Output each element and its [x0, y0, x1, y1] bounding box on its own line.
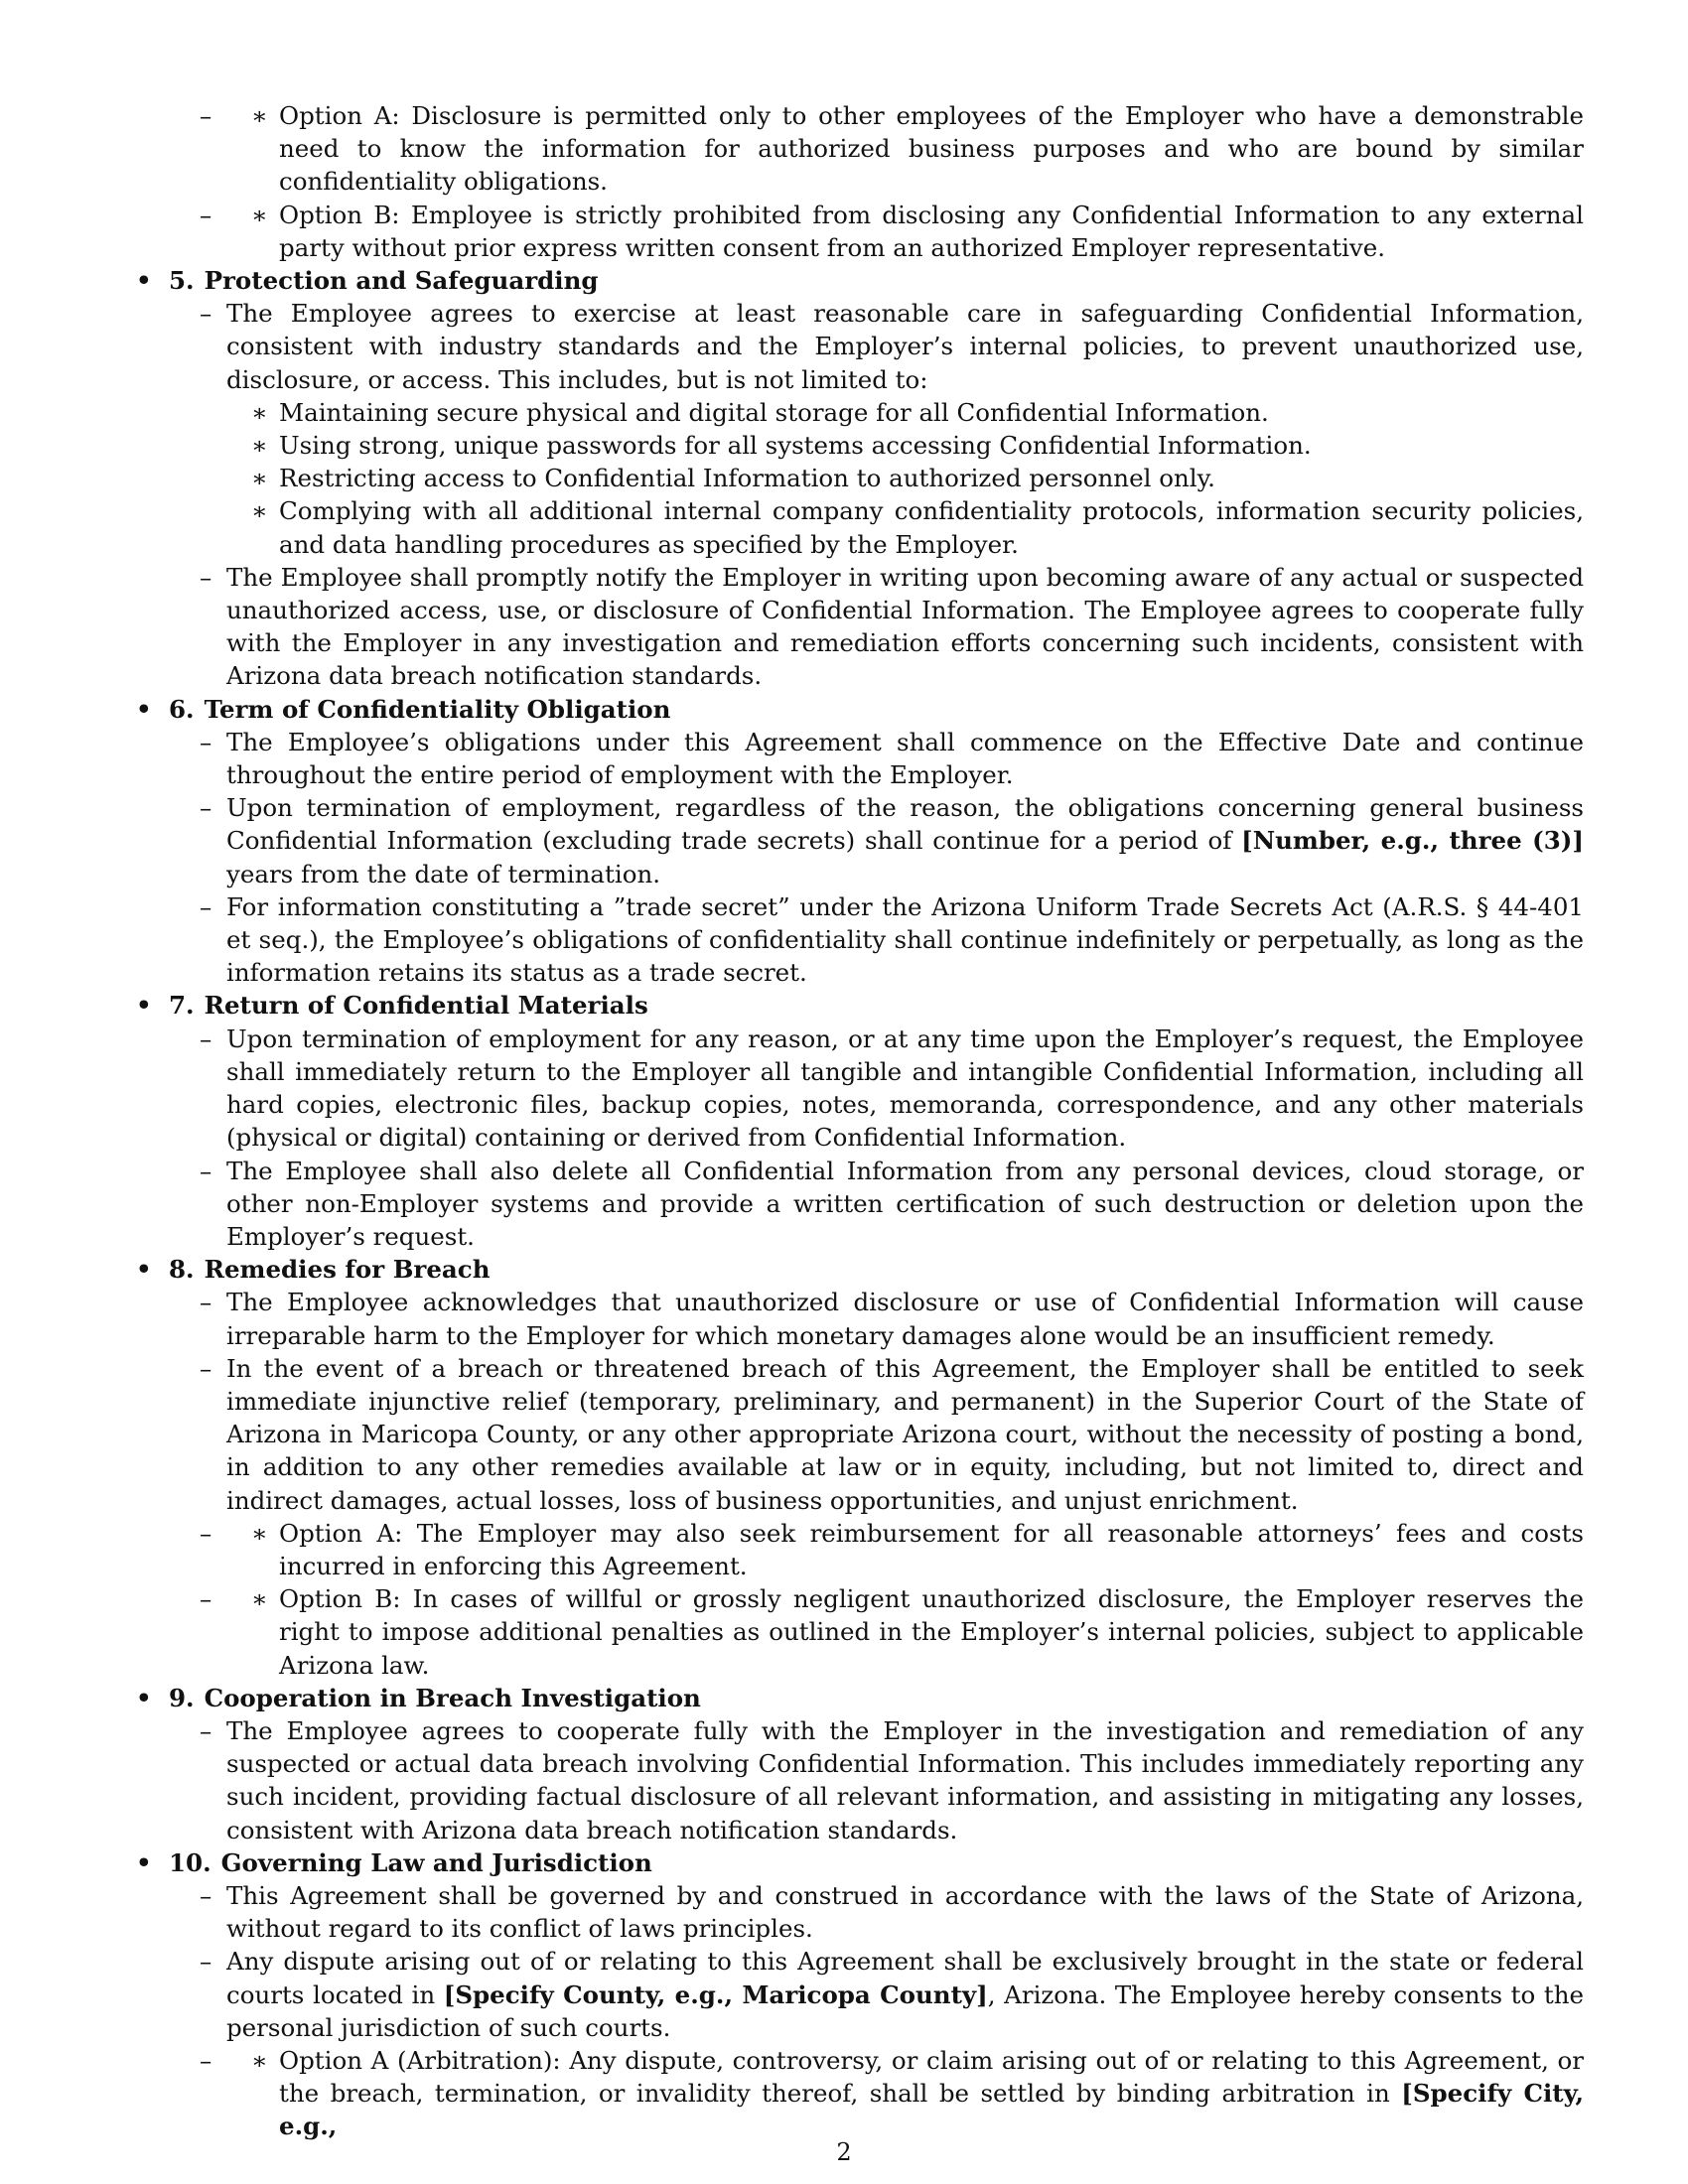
section-6-paragraph-3: – For information constituting a ”trade secret” under the Arizona Uniform Trade Secrets Act (A.R.S. § 44-401 et seq.), the Employee’s obligations of confidentiality shall continue indefinitely or perpetually, as long as the information retains its status as a trade secret. — [134, 890, 1584, 990]
section-8-paragraph-1: – The Employee acknowledges that unauthorized disclosure or use of Confidential Information will cause irreparable harm to the Employer for which monetary damages alone would be an insufficient remedy. — [134, 1286, 1584, 1351]
section-7-title: Return of Confidential Materials — [204, 991, 648, 1021]
section-10-option-a — [134, 2044, 1584, 2143]
section-6-heading — [134, 693, 1584, 726]
section-10-paragraph-2-tail: , Arizona. The Employee hereby consents to the personal jurisdiction of such courts. — [226, 1979, 1584, 2042]
section-5-subitem-2: ∗ Using strong, unique passwords for all systems accessing Confidential Information. — [134, 429, 1584, 462]
document-page — [134, 99, 1584, 2143]
section-5-number: 5. — [169, 266, 195, 296]
section-6-number: 6. — [169, 694, 195, 724]
section-8-title: Remedies for Breach — [204, 1255, 491, 1285]
section-10-option-a-text: Option A (Arbitration): Any dispute, controversy, or claim arising out of or relating to this Agreement, or the breach, termination, or invalidity thereof, shall be settled by binding arbitration in — [279, 2045, 1584, 2109]
section-7-number: 7. — [169, 991, 195, 1021]
section-8-option-b: – Option B: In cases of willful or grossly negligent unauthorized disclosure, the Employer reserves the right to impose additional penalties as outlined in the Employer’s internal policies, subject to applicable Arizona law. ∗ — [134, 1582, 1584, 1682]
section-7-paragraph-1: – Upon termination of employment for any reason, or at any time upon the Employer’s request, the Employee shall immediately return to the Employer all tangible and intangible Confidential Information, including all hard copies, electronic files, backup copies, notes, memoranda, correspondence, and any other materials (physical or digital) containing or derived from Confidential Information. — [134, 1023, 1584, 1155]
section-10-paragraph-2 — [134, 1945, 1584, 2044]
section-10-title: Governing Law and Jurisdiction — [220, 1847, 652, 1877]
section-9-paragraph-1: – The Employee agrees to cooperate fully with the Employer in the investigation and remediation of any suspected or actual data breach involving Confidential Information. This includes immediately reporting any such incident, providing factual disclosure of all relevant information, and assisting in mitigating any losses, consistent with Arizona data breach notification standards. — [134, 1714, 1584, 1846]
section-5-subitem-1: ∗ Maintaining secure physical and digital storage for all Confidential Information. — [134, 396, 1584, 429]
section-9-title: Cooperation in Breach Investigation — [204, 1683, 701, 1712]
section-5-subitem-3: ∗ Restricting access to Confidential Information to authorized personnel only. — [134, 462, 1584, 494]
section-10-heading — [134, 1846, 1584, 1879]
section-5-paragraph-1: – The Employee agrees to exercise at least reasonable care in safeguarding Confidential Information, consistent with industry standards and the Employer’s internal policies, to prevent unauthorized use, disclosure, or access. This includes, but is not limited to: — [134, 297, 1584, 396]
section-7-paragraph-2: – The Employee shall also delete all Confidential Information from any personal devices, cloud storage, or other non-Employer systems and provide a written certification of such destruction or deletion upon the Employer’s request. — [134, 1155, 1584, 1254]
section-6-paragraph-2-text: Upon termination of employment, regardless of the reason, the obligations concerning general business Confidential Information (excluding trade secrets) shall continue for a period of — [226, 793, 1584, 856]
section-5-subitem-4: ∗ Complying with all additional internal company confidentiality protocols, information security policies, and data handling procedures as specified by the Employer. — [134, 494, 1584, 560]
option-a-disclosure: – Option A: Disclosure is permitted only to other employees of the Employer who have a demonstrable need to know the information for authorized business purposes and who are bound by similar confidentiality obligations. ∗ — [134, 99, 1584, 199]
option-b-disclosure: – Option B: Employee is strictly prohibited from disclosing any Confidential Information to any external party without prior express written consent from an authorized Employer representative. ∗ — [134, 199, 1584, 264]
section-7-heading — [134, 989, 1584, 1022]
section-9-heading — [134, 1682, 1584, 1714]
county-placeholder: [Specify County, e.g., Maricopa County] — [443, 1979, 988, 2009]
section-5-heading — [134, 264, 1584, 297]
section-8-option-a: – Option A: The Employer may also seek reimbursement for all reasonable attorneys’ fees and costs incurred in enforcing this Agreement. ∗ — [134, 1517, 1584, 1582]
section-10-paragraph-1: – This Agreement shall be governed by and construed in accordance with the laws of the State of Arizona, without regard to its conflict of laws principles. — [134, 1879, 1584, 1945]
section-5-title: Protection and Safeguarding — [204, 266, 599, 296]
section-6-title: Term of Confidentiality Obligation — [204, 694, 671, 724]
number-placeholder: [Number, e.g., three (3)] — [1241, 826, 1584, 856]
section-6-paragraph-2 — [134, 791, 1584, 890]
section-9-number: 9. — [169, 1683, 195, 1712]
section-10-number: 10. — [169, 1847, 211, 1877]
section-6-paragraph-1: – The Employee’s obligations under this Agreement shall commence on the Effective Date and continue throughout the entire period of employment with the Employer. — [134, 726, 1584, 791]
page-number: 2 — [836, 2138, 852, 2166]
city-placeholder: [Specify City, e.g., — [279, 2079, 1584, 2141]
section-6-paragraph-2-tail: years from the date of termination. — [226, 859, 661, 888]
section-8-paragraph-2: – In the event of a breach or threatened breach of this Agreement, the Employer shall be entitled to seek immediate injunctive relief (temporary, preliminary, and permanent) in the Superior Court of the State of Arizona in Maricopa County, or any other appropriate Arizona court, without the necessity of posting a bond, in addition to any other remedies available at law or in equity, including, but not limited to, direct and indirect damages, actual losses, loss of business opportunities, and unjust enrichment. — [134, 1352, 1584, 1517]
section-8-number: 8. — [169, 1255, 195, 1285]
section-5-paragraph-2: – The Employee shall promptly notify the Employer in writing upon becoming aware of any actual or suspected unauthorized access, use, or disclosure of Confidential Information. The Employee agrees to cooperate fully with the Employer in any investigation and remediation efforts concerning such incidents, consistent with Arizona data breach notification standards. — [134, 561, 1584, 693]
section-8-heading — [134, 1253, 1584, 1286]
section-10-paragraph-2-text: Any dispute arising out of or relating to this Agreement shall be exclusively brought in the state or federal courts located in — [226, 1947, 1584, 2009]
